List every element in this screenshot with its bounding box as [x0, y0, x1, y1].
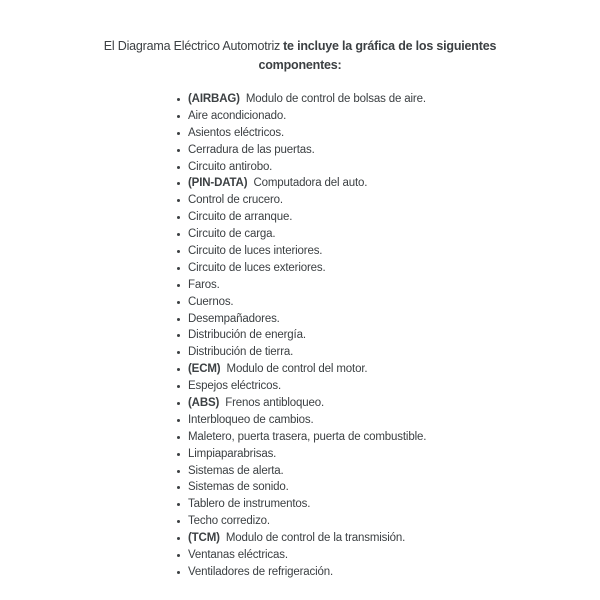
list-item-text: Sistemas de sonido. — [188, 481, 289, 494]
list-item — [188, 378, 426, 395]
bullet-icon — [177, 115, 180, 118]
list-item — [188, 327, 426, 344]
list-item — [188, 142, 426, 159]
list-item-text: Limpiaparabrisas. — [188, 447, 277, 460]
list-item — [188, 159, 426, 176]
bullet-icon — [177, 250, 180, 253]
list-item — [188, 277, 426, 294]
list-item — [188, 479, 426, 496]
list-item-text: Circuito antirobo. — [188, 160, 273, 173]
bullet-icon — [177, 351, 180, 354]
list-item-text: Control de crucero. — [188, 194, 283, 207]
page-title-bold-line2: componentes: — [258, 58, 342, 72]
bullet-icon — [177, 419, 180, 422]
bullet-icon — [177, 132, 180, 135]
list-item — [188, 412, 426, 429]
list-item-text: Asientos eléctricos. — [188, 126, 285, 139]
bullet-icon — [177, 284, 180, 287]
page-title-regular: El Diagrama Eléctrico Automotriz — [103, 39, 281, 53]
list-item — [188, 108, 426, 125]
list-item-text: Cerradura de las puertas. — [188, 143, 315, 156]
list-item-text: Espejos eléctricos. — [188, 380, 282, 393]
bullet-icon — [177, 182, 180, 185]
list-item — [188, 311, 426, 328]
bullet-icon — [177, 470, 180, 473]
list-item-text: Circuito de carga. — [188, 228, 276, 241]
bullet-icon — [177, 402, 180, 405]
bullet-icon — [177, 199, 180, 202]
bullet-icon — [177, 318, 180, 321]
list-item-prefix: (ABS) — [188, 397, 220, 410]
page-title — [0, 37, 600, 75]
bullet-icon — [177, 233, 180, 236]
list-item-prefix: (ECM) — [188, 363, 221, 376]
list-item-text: Maletero, puerta trasera, puerta de combustible. — [188, 430, 427, 443]
list-item — [188, 91, 426, 108]
list-item-text: Computadora del auto. — [253, 177, 368, 190]
list-item — [188, 496, 426, 513]
bullet-icon — [177, 385, 180, 388]
bullet-icon — [177, 216, 180, 219]
list-item — [188, 564, 426, 581]
bullet-icon — [177, 453, 180, 456]
list-item — [188, 209, 426, 226]
list-item — [188, 429, 426, 446]
list-item-text: Desempañadores. — [188, 312, 280, 325]
list-item-text: Cuernos. — [188, 295, 234, 308]
list-item — [188, 192, 426, 209]
list-item-text: Faros. — [188, 278, 220, 291]
list-item — [188, 446, 426, 463]
bullet-icon — [177, 436, 180, 439]
list-item — [188, 530, 426, 547]
list-item — [188, 513, 426, 530]
list-item — [188, 395, 426, 412]
list-item-text: Circuito de luces interiores. — [188, 245, 323, 258]
list-item-text: Tablero de instrumentos. — [188, 498, 311, 511]
list-item-prefix: (AIRBAG) — [188, 93, 240, 105]
list-item — [188, 294, 426, 311]
bullet-icon — [177, 503, 180, 506]
list-item-text: Techo corredizo. — [188, 515, 270, 528]
bullet-icon — [177, 334, 180, 337]
list-item — [188, 260, 426, 277]
list-item — [188, 547, 426, 564]
list-item — [188, 344, 426, 361]
list-item — [188, 463, 426, 480]
bullet-icon — [177, 486, 180, 489]
list-item-prefix: (TCM) — [188, 532, 220, 545]
bullet-icon — [177, 554, 180, 557]
list-item — [188, 125, 426, 142]
list-item-text: Frenos antibloqueo. — [225, 397, 325, 410]
bullet-icon — [177, 368, 180, 371]
list-item-text: Modulo de control de bolsas de aire. — [245, 93, 426, 105]
list-item-text: Circuito de arranque. — [188, 211, 293, 224]
bullet-icon — [177, 520, 180, 523]
bullet-icon — [177, 571, 180, 574]
components-list — [188, 91, 426, 581]
list-item-text: Distribución de energía. — [188, 329, 306, 342]
bullet-icon — [177, 267, 180, 270]
list-item-text: Distribución de tierra. — [188, 346, 294, 359]
list-item-text: Circuito de luces exteriores. — [188, 261, 326, 274]
list-item-text: Ventiladores de refrigeración. — [188, 565, 334, 578]
list-item — [188, 243, 426, 260]
page-title-bold-line1: te incluye la gráfica de los siguientes — [283, 39, 497, 53]
list-item-text: Sistemas de alerta. — [188, 464, 284, 477]
list-item-text: Aire acondicionado. — [188, 109, 287, 122]
list-item — [188, 175, 426, 192]
bullet-icon — [177, 537, 180, 540]
bullet-icon — [177, 98, 180, 101]
list-item-prefix: (PIN-DATA) — [188, 177, 248, 190]
bullet-icon — [177, 166, 180, 169]
list-item — [188, 226, 426, 243]
list-item-text: Modulo de control de la transmisión. — [225, 532, 406, 545]
list-item — [188, 361, 426, 378]
bullet-icon — [177, 301, 180, 304]
list-item-text: Ventanas eléctricas. — [188, 549, 288, 562]
bullet-icon — [177, 149, 180, 152]
list-item-text: Modulo de control del motor. — [226, 363, 368, 376]
list-item-text: Interbloqueo de cambios. — [188, 413, 314, 426]
